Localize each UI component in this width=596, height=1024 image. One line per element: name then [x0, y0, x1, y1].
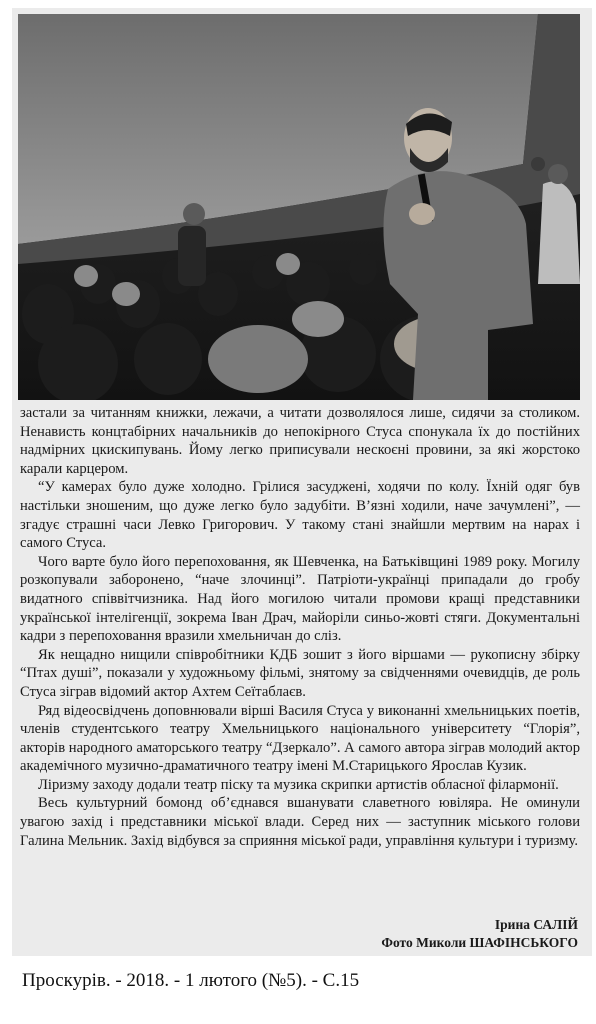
article-paragraph: Ліризму заходу додали театр піску та музика скрипки артистів обласної філармонії.: [38, 776, 559, 793]
author-name: Ірина САЛІЙ: [494, 917, 578, 932]
article-paragraph: Як нещадно нищили співробітники КДБ зошит з його віршами — рукописну збірку “Птах душі”, показали у художньому фільмі, знятому за свідченнями очевидців, де роль Стуса зіграв відомий актор Ахтем Сеїтаблаєв.: [20, 646, 580, 700]
article-paragraph: Весь культурний бомонд об’єднався вшанувати славетного ювіляра. Не оминули увагою захід і представники міської влади. Серед них — заступник міського голови Галина Мельник. Захід відбувся за сприяння міської ради, управління культури і туризму.: [20, 795, 580, 849]
article-paragraph: “У камерах було дуже холодно. Грілися засуджені, ходячи по колу. Їхній одяг був настільки зношеним, що дуже легко було задубіти. В’язні ходили, наче зачумлені”, — згадує страшні часи Левко Григорович. У такому стані знайшли мертвим на нарах і самого Стуса.: [20, 479, 580, 552]
photo-credit: Фото Миколи ШАФІНСЬКОГО: [381, 935, 578, 950]
byline: [381, 916, 578, 952]
article-paragraph: Чого варте було його перепоховання, як Шевченка, на Батьківщині 1989 року. Могилу розкопували заборонено, “наче злочинці”. Патріоти-українці припадали до гробу видатного співвітчизника. Над його могилою читали промови кращі представники української інтелігенції, зокрема Іван Драч, майоріли синьо-жовті стяги. Документальні кадри з перепоховання вразили хмельничан до сліз.: [20, 553, 580, 645]
newspaper-clipping: [12, 8, 592, 956]
event-photo-illustration: [18, 14, 580, 400]
article-paragraph: застали за читанням книжки, лежачи, а читати дозволялося лише, сидячи за столиком. Ненависть концтабірних начальників до непокірного Стуса спонукала їх до постійних надмірних цкискипувань. Йому легко приписували нескоєні провини, за які жорстоко карали карцером.: [20, 405, 580, 477]
source-citation: Проскурів. - 2018. - 1 лютого (№5). - С.15: [22, 970, 360, 991]
article-paragraph: Ряд відеосвідчень доповнювали вірші Василя Стуса у виконанні хмельницьких поетів, членів студентського театру Хмельницького національного університету “Глорія”, акторів народного аматорського театру “Дзеркало”. А самого автора зіграв молодий актор академічного музично-драматичного театру імені М.Старицького Ярослав Кузик.: [20, 702, 580, 775]
article-photo: [18, 14, 580, 400]
article-body: [20, 404, 580, 850]
